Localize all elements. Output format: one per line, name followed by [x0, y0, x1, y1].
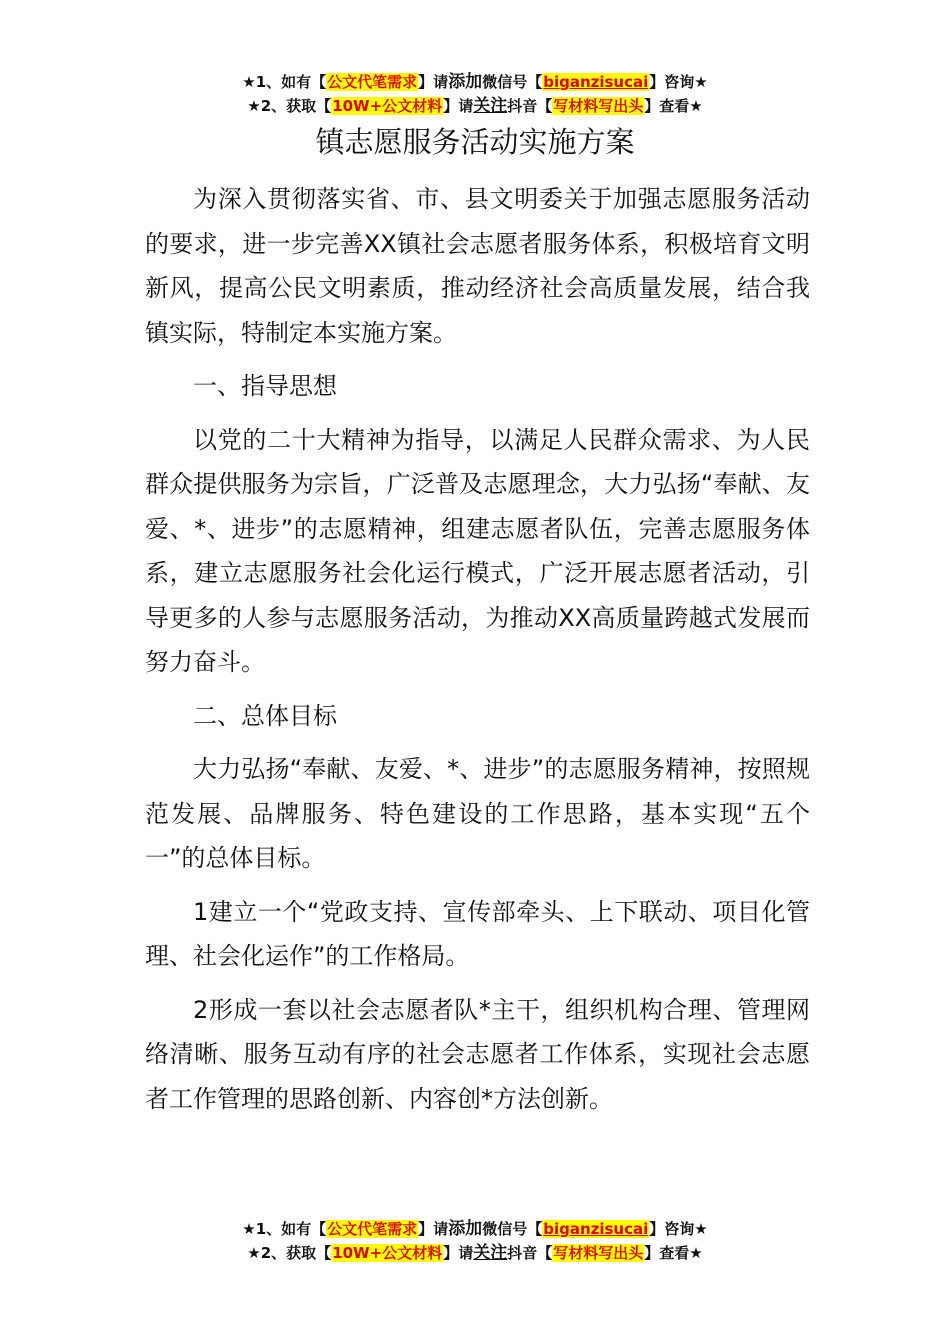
promo-line-2: ★2、获取【10W+公文材料】请关注抖音【写材料写出头】查看★ — [247, 1243, 703, 1263]
overall-goal-paragraph: 大力弘扬“奉献、友爱、*、进步”的志愿服务精神，按照规范发展、品牌服务、特色建设的工作思路，基本实现“五个一”的总体目标。 — [145, 755, 810, 872]
promo-line-1: ★1、如有【公文代笔需求】请添加微信号【biganzisucai】咨询★ — [242, 72, 708, 92]
section-heading-overall-goal: 二、总体目标 — [193, 701, 337, 730]
highlight-materials: 10W+公文材料 — [332, 1244, 443, 1262]
highlight-wechat-id: biganzisucai — [543, 1220, 649, 1238]
highlight-materials: 10W+公文材料 — [332, 97, 443, 115]
document-body — [145, 177, 810, 1130]
highlight-service: 公文代笔需求 — [327, 1220, 418, 1238]
goal-item-1: 1建立一个“党政支持、宣传部牵头、上下联动、项目化管理、社会化运作”的工作格局。 — [145, 897, 810, 970]
promo-banner-bottom — [0, 1217, 950, 1265]
section-heading-guiding-ideology: 一、指导思想 — [193, 372, 337, 400]
intro-paragraph: 为深入贯彻落实省、市、县文明委关于加强志愿服务活动的要求，进一步完善XX镇社会志愿者服务体系，积极培育文明新风，提高公民文明素质，推动经济社会高质量发展，结合我镇实际，特制定本实施方案。 — [145, 185, 810, 347]
highlight-service: 公文代笔需求 — [327, 73, 418, 91]
highlight-douyin: 写材料写出头 — [553, 97, 644, 115]
promo-line-2: ★2、获取【10W+公文材料】请关注抖音【写材料写出头】查看★ — [247, 96, 703, 116]
guiding-ideology-paragraph: 以党的二十大精神为指导，以满足人民群众需求、为人民群众提供服务为宗旨，广泛普及志愿理念，大力弘扬“奉献、友爱、*、进步”的志愿精神，组建志愿者队伍，完善志愿服务体系，建立志愿服务社会化运行模式，广泛开展志愿者活动，引导更多的人参与志愿服务活动，为推动XX高质量跨越式发展而努力奋斗。 — [145, 425, 810, 676]
promo-banner-top — [0, 70, 950, 118]
document-title: 镇志愿服务活动实施方案 — [315, 125, 635, 159]
goal-item-2: 2形成一套以社会志愿者队*主干，组织机构合理、管理网络清晰、服务互动有序的社会志愿者工作体系，实现社会志愿者工作管理的思路创新、内容创*方法创新。 — [145, 995, 810, 1113]
highlight-douyin: 写材料写出头 — [553, 1244, 644, 1262]
highlight-wechat-id: biganzisucai — [543, 73, 649, 91]
promo-line-1: ★1、如有【公文代笔需求】请添加微信号【biganzisucai】咨询★ — [242, 1219, 708, 1239]
